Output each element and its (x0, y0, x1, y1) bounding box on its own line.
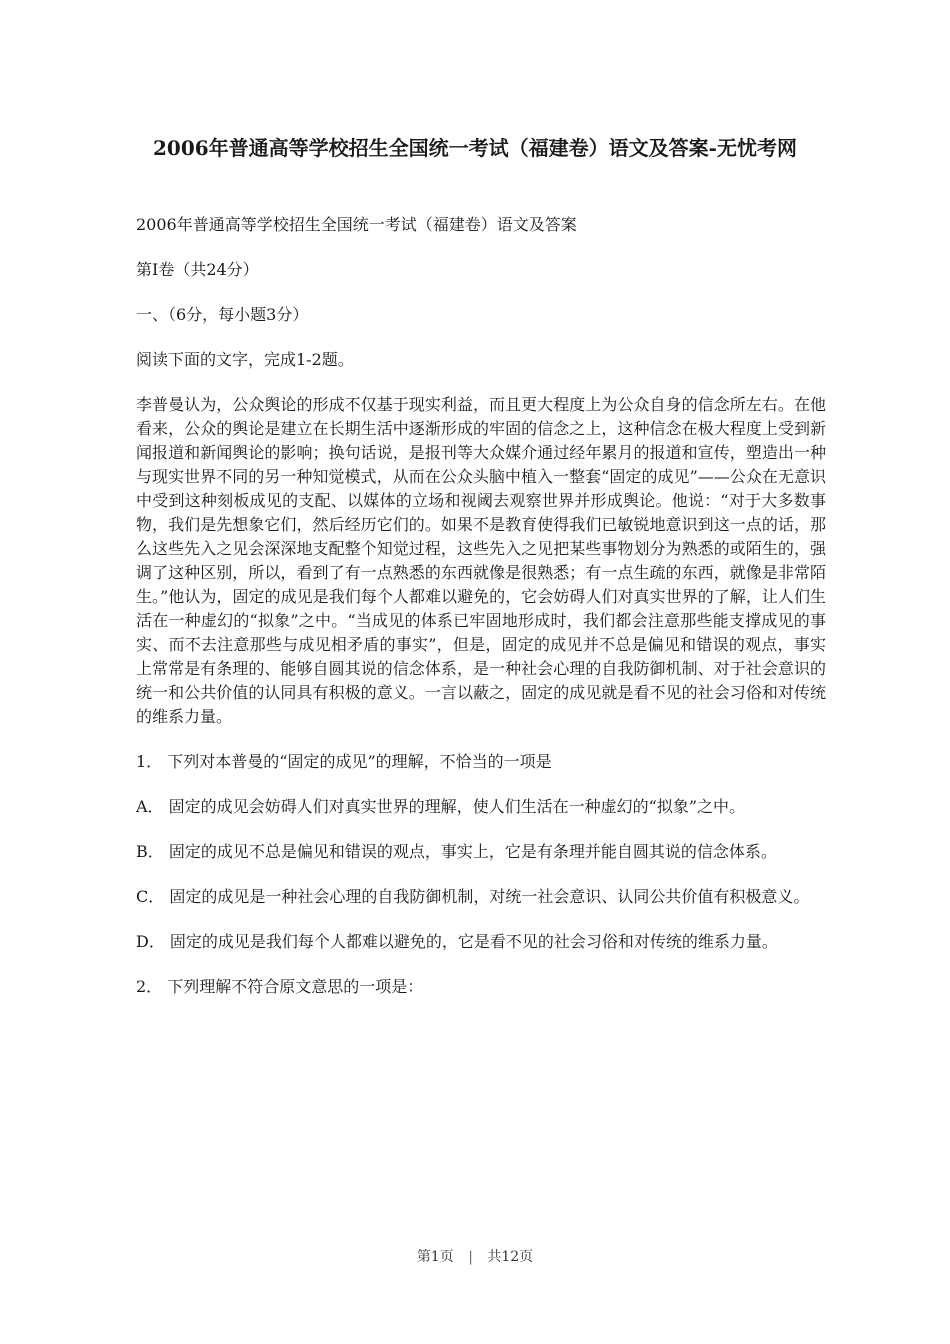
option-d: D． 固定的成见是我们每个人都难以避免的，它是看不见的社会习俗和对传统的维系力量。 (136, 932, 778, 951)
document-body (136, 213, 826, 1020)
page-footer (0, 1246, 950, 1266)
question-2: 2． 下列理解不符合原文意思的一项是： (136, 977, 424, 996)
question-1: 1． 下列对本普曼的“固定的成见”的理解，不恰当的一项是 (136, 752, 552, 771)
document-title: 2006年普通高等学校招生全国统一考试（福建卷）语文及答案-无忧考网 (153, 136, 797, 160)
volume-heading: 第Ⅰ卷（共24分） (136, 260, 259, 279)
option-a: A． 固定的成见会妨碍人们对真实世界的理解，使人们生活在一种虚幻的“拟象”之中。 (136, 797, 746, 816)
section-heading: 一、（6分，每小题3分） (136, 305, 309, 324)
option-c: C． 固定的成见是一种社会心理的自我防御机制，对统一社会意识、认同公共价值有积极意义。 (136, 887, 810, 906)
page-total: 共12页 (487, 1249, 534, 1265)
reading-passage: 李普曼认为，公众舆论的形成不仅基于现实利益，而且更大程度上为公众自身的信念所左右。在他看来，公众的舆论是建立在长期生活中逐渐形成的牢固的信念之上，这种信念在极大程度上受到新闻报道和新闻舆论的影响；换句话说，是报刊等大众媒介通过经年累月的报道和宣传，塑造出一种与现实世界不同的另一种知觉模式，从而在公众头脑中植入一整套“固定的成见”——公众在无意识中受到这种刻板成见的支配、以媒体的立场和视阈去观察世界并形成舆论。他说：“对于大多数事物，我们是先想象它们，然后经历它们的。如果不是教育使得我们已敏锐地意识到这一点的话，那么这些先入之见会深深地支配整个知觉过程，这些先入之见把某些事物划分为熟悉的或陌生的，强调了这种区别，所以，看到了有一点熟悉的东西就像是很熟悉；有一点生疏的东西，就像是非常陌生。”他认为，固定的成见是我们每个人都难以避免的，它会妨碍人们对真实世界的了解，让人们生活在一种虚幻的“拟象”之中。“当成见的体系已牢固地形成时，我们都会注意那些能支撑成见的事实、而不去注意那些与成见相矛盾的事实”，但是，固定的成见并不总是偏见和错误的观点，事实上常常是有条理的、能够自圆其说的信念体系，是一种社会心理的自我防御机制、对于社会意识的统一和公共价值的认同具有积极的意义。一言以蔽之，固定的成见就是看不见的社会习俗和对传统的维系力量。 (136, 395, 826, 726)
subtitle: 2006年普通高等学校招生全国统一考试（福建卷）语文及答案 (136, 215, 577, 234)
footer-separator: | (468, 1249, 473, 1265)
page-number: 第1页 (416, 1249, 454, 1265)
instruction: 阅读下面的文字，完成1-2题。 (136, 350, 354, 369)
option-b: B． 固定的成见不总是偏见和错误的观点，事实上，它是有条理并能自圆其说的信念体系。 (136, 842, 777, 861)
